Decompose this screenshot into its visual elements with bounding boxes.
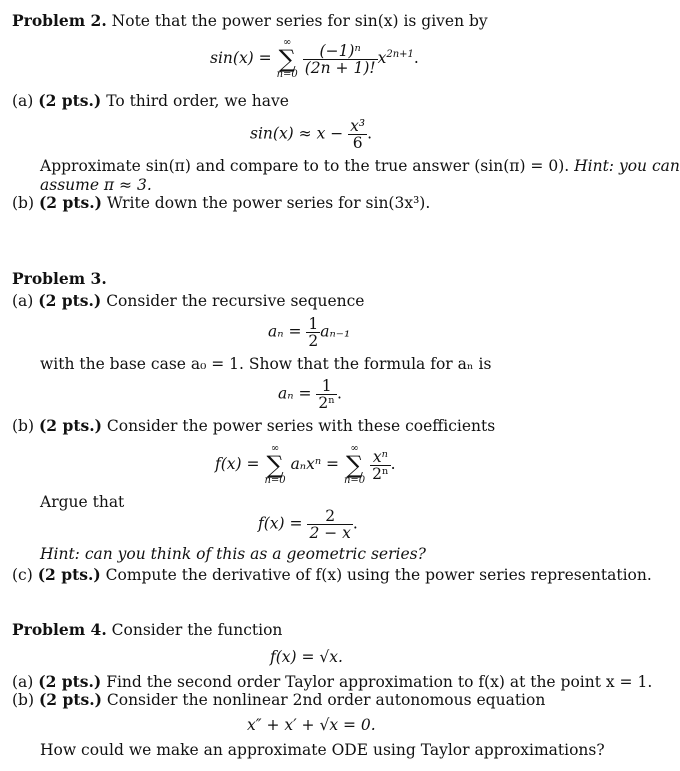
power-series-summation-1 [264, 444, 285, 486]
sin-approx-equation [250, 118, 372, 151]
part-label: (a) [12, 92, 34, 110]
hint-text: you can [618, 157, 680, 175]
sum-lower-limit: n=0 [343, 475, 366, 486]
fx-fraction [307, 508, 352, 541]
points-label: (2 pts.) [38, 193, 102, 212]
power-series-fraction [370, 449, 391, 482]
part-text: Compute the derivative of f(x) using the power series representation. [105, 566, 652, 584]
problem-4-intro-text: Consider the function [111, 621, 283, 639]
sin-series-period: . [413, 49, 419, 67]
fx-numerator: 2 [307, 508, 352, 525]
power-series-equation [215, 444, 396, 486]
part-text: Find the second order Taylor approximation to f(x) at the point x = 1. [106, 673, 653, 691]
formula-denominator: 2ⁿ [318, 394, 335, 412]
hint-label: Hint: [574, 157, 615, 175]
problem-2-heading: Problem 2. [12, 11, 107, 30]
problem-4-part-a [12, 673, 652, 691]
recursion-numerator: 1 [308, 315, 319, 333]
problem-3-part-a [12, 292, 364, 310]
sum-lower-limit: n=0 [264, 475, 286, 486]
part-text: Write down the power series for sin(3x³). [106, 194, 431, 212]
sqrt-function: f(x) = √x. [270, 648, 343, 666]
sum-lower-limit: n=0 [276, 69, 298, 80]
problem-2-part-a-task [40, 157, 680, 175]
part-label: (b) [12, 691, 35, 709]
recursion-fraction [306, 316, 320, 349]
closed-form-fx-equation [258, 508, 358, 541]
problem-2-part-a [12, 92, 289, 110]
taylor-ode-question: How could we make an approximate ODE using Taylor approximations? [40, 741, 605, 759]
sin-series-lhs: sin(x) = [210, 49, 272, 67]
problem-2-intro-text: Note that the power series for sin(x) is given by [111, 12, 488, 30]
sin-series-fraction [303, 43, 378, 76]
recursion-denominator: 2 [308, 332, 319, 350]
geometric-series-hint: Hint: can you think of this as a geometric series? [40, 545, 426, 563]
sigma-symbol: ∑ [278, 45, 296, 73]
power-series-summation-2 [344, 444, 365, 486]
sin-approx-period: . [367, 124, 373, 143]
problem-4-part-b [12, 691, 545, 709]
points-label: (2 pts.) [37, 565, 101, 584]
sum-upper-limit: ∞ [350, 443, 359, 454]
power-series-lhs: f(x) = [215, 455, 260, 473]
points-label: (2 pts.) [38, 672, 102, 691]
sigma-symbol: ∑ [345, 451, 364, 479]
problem-3-heading: Problem 3. [12, 269, 107, 288]
points-label: (2 pts.) [38, 91, 102, 110]
problem-2-part-a-hint-cont: assume π ≈ 3. [40, 176, 152, 194]
part-label: (a) [12, 292, 34, 310]
part-label: (a) [12, 673, 34, 691]
part-text: Consider the recursive sequence [106, 292, 365, 310]
fx-lhs: f(x) = [258, 514, 303, 533]
formula-numerator: 1 [316, 378, 337, 395]
power-series-middle: aₙxⁿ = [290, 455, 340, 473]
part-text: Consider the nonlinear 2nd order autonomous equation [106, 691, 546, 709]
closed-formula-equation [278, 378, 342, 411]
sigma-symbol: ∑ [266, 451, 284, 479]
points-label: (2 pts.) [38, 416, 102, 435]
sin-series-x: x [377, 49, 387, 67]
fx-denominator: 2 − x [309, 524, 351, 542]
sum-upper-limit: ∞ [283, 37, 292, 48]
sum-upper-limit: ∞ [270, 443, 280, 454]
nonlinear-ode: x″ + x′ + √x = 0. [247, 716, 376, 734]
power-series-period: . [390, 455, 396, 473]
problem-3-part-c [12, 566, 652, 584]
part-label: (c) [12, 566, 33, 584]
sin-series-equation [210, 38, 419, 80]
sin-approx-denominator: 6 [352, 134, 363, 152]
recursion-equation [268, 316, 350, 349]
problem-2-part-b [12, 194, 430, 212]
formula-fraction [316, 378, 337, 411]
sin-approx-fraction [348, 118, 367, 151]
problem-2-intro [12, 12, 488, 30]
sin-approx-numerator: x³ [350, 117, 366, 135]
power-series-denominator: 2ⁿ [372, 464, 389, 483]
part-a-task-text: Approximate sin(π) and compare to to the true answer (sin(π) = 0). [40, 157, 570, 175]
problem-4-heading: Problem 4. [12, 620, 107, 639]
problem-4-intro [12, 621, 282, 639]
part-text: To third order, we have [106, 92, 289, 110]
sin-series-exponent: 2n+1 [386, 48, 414, 60]
points-label: (2 pts.) [38, 291, 102, 310]
argue-text: Argue that [40, 493, 125, 511]
points-label: (2 pts.) [38, 690, 102, 709]
base-case-text: with the base case a₀ = 1. Show that the formula for aₙ is [40, 355, 492, 373]
part-label: (b) [12, 417, 35, 435]
sin-series-numerator: (−1)ⁿ [303, 43, 378, 60]
part-text: Consider the power series with these coefficients [106, 417, 496, 435]
recursion-tail: aₙ₋₁ [320, 322, 351, 341]
recursion-lhs: aₙ = [268, 322, 302, 341]
sin-series-summation [277, 38, 298, 80]
formula-period: . [336, 384, 342, 403]
problem-3-part-b [12, 417, 495, 435]
formula-lhs: aₙ = [278, 384, 312, 403]
fx-period: . [352, 514, 358, 533]
sin-series-denominator: (2n + 1)! [304, 58, 376, 77]
power-series-numerator: xⁿ [370, 449, 391, 466]
part-label: (b) [12, 194, 35, 212]
sin-approx-lhs: sin(x) ≈ x − [250, 124, 344, 143]
